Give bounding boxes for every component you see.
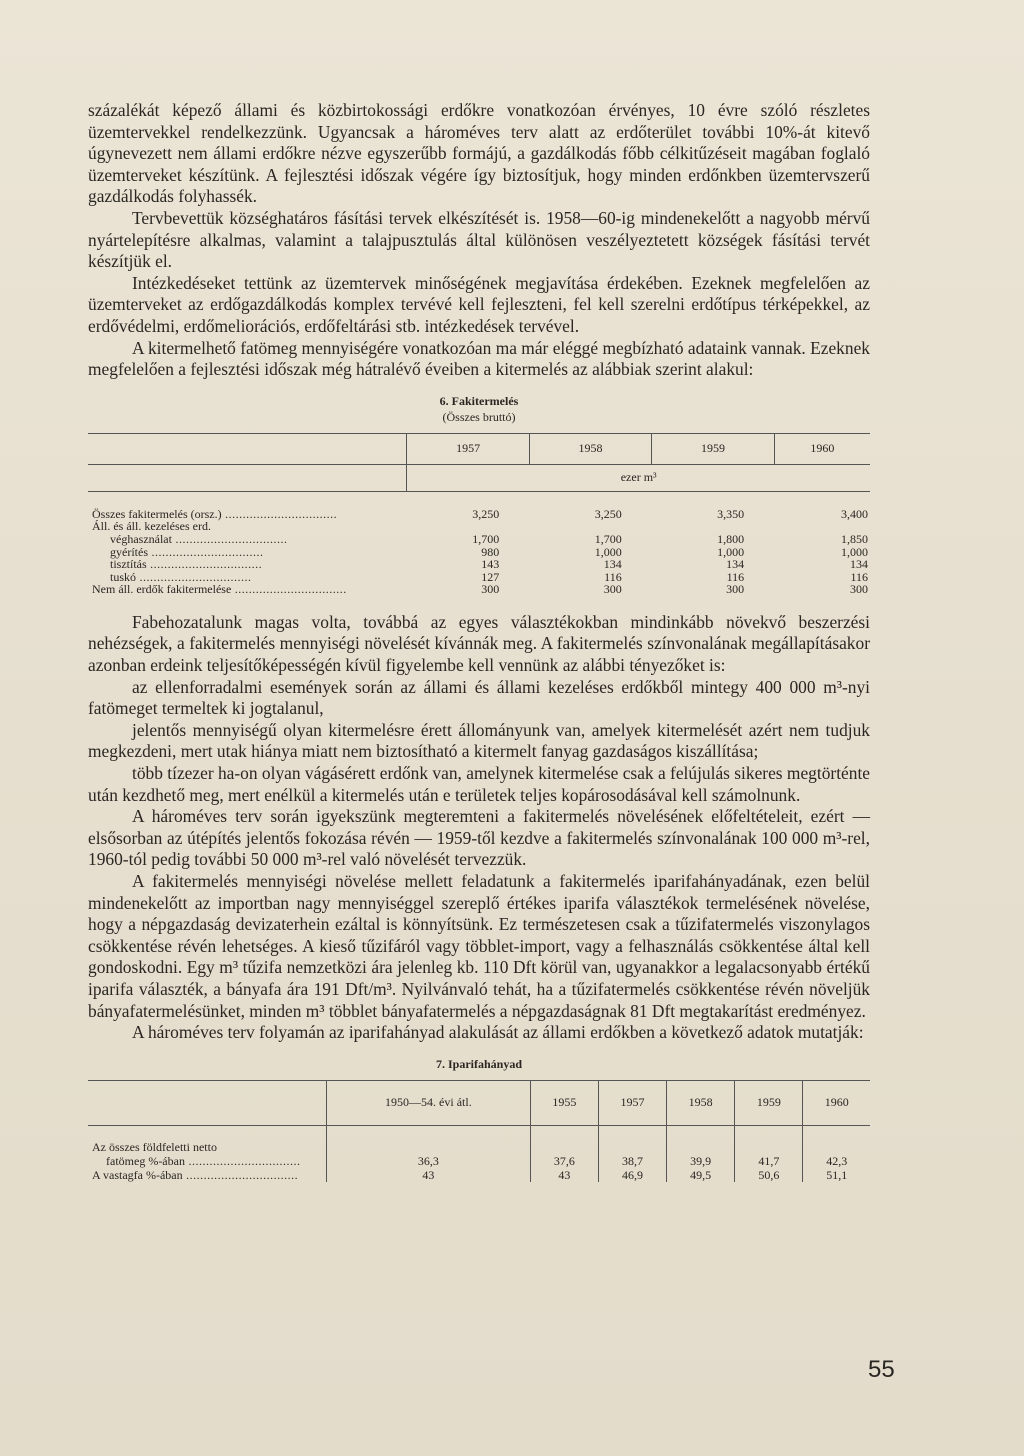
table-6-title: 6. Fakitermelés — [439, 393, 519, 408]
table-6-logging — [88, 433, 870, 598]
paragraph: A kitermelhető fatömeg mennyiségére vonatkozóan ma már eléggé megbízható adataink vannak. Ezeknek megfelelően a fejlesztési időszak még hátralévő éveiben a kitermelés az alábbiak szerint alakul: — [88, 337, 870, 380]
row-label: tisztítás ..... — [110, 557, 262, 571]
table-cell: 300 — [603, 582, 622, 597]
row-label: véghasználat ..... — [110, 532, 287, 546]
table-cell: 1,700 — [472, 531, 500, 546]
table-cell: 1,000 — [841, 544, 868, 559]
table-cell: 300 — [481, 582, 500, 597]
table-6-unit: ezer m³ — [407, 464, 870, 491]
table-cell: 980 — [481, 544, 500, 559]
table-cell: 3,400 — [841, 506, 868, 521]
table-cell: 1,700 — [594, 531, 622, 546]
table-6-year-header: 1959 — [652, 433, 774, 464]
paragraph: Intézkedéseket tettünk az üzemtervek minőségének megjavítása érdekében. Ezeknek megfelelően az üzemterveket az erdőgazdálkodás komplex tervévé kell fejleszteni, fel kell szerelni erdőtípus térképekkel, az erdővédelmi, erdőmeliorációs, erdőfeltárási stb. intézkedések tervével. — [88, 272, 870, 336]
table-6-header-row — [88, 433, 870, 464]
paragraph: Fabehozatalunk magas volta, továbbá az egyes választékokban mindinkább növekvő beszerzési nehézségek, a fakitermelés mennyiségi növelését kívánnák meg. A fakitermelés színvonalának megállapításakor azonban erdeink teljesítőképességén kívül figyelembe kell vennünk az alábbi tényezőket is: — [88, 611, 870, 676]
table-row — [88, 1154, 870, 1168]
table-cell: 49,5 — [667, 1168, 735, 1182]
table-cell: 46,9 — [598, 1168, 666, 1182]
row-label: gyérítés ..... — [110, 545, 264, 559]
table-cell: 1,800 — [717, 531, 745, 546]
table-cell: 300 — [850, 582, 868, 597]
table-6-subtitle: (Összes bruttó) — [442, 409, 516, 424]
table-cell: 3,250 — [472, 506, 500, 521]
page-number: 55 — [868, 1356, 895, 1383]
table-cell: 127 — [481, 569, 500, 584]
row-label: fatömeg %-ában ..... — [106, 1154, 300, 1168]
table-cell: 42,3 — [803, 1154, 870, 1168]
paragraph: A fakitermelés mennyiségi növelése mellett feladatunk a fakitermelés iparifahányadának, ezen belül mindenekelőtt az importban nagy mennyiséggel szereplő értékes iparifa választékok termelésének növelése, hogy a népgazdaság devizaterhein ezáltal is könnyítsünk. Ez természetesen csak a tűzifatermelés viszonylagos csökkentése révén lehetséges. A kieső tűzifáról vagy többlet-import, vagy a felhasználás csökkentése által kell gondoskodni. Egy m³ tűzifa nemzetközi ára jelenleg kb. 110 Dft körül van, ugyanakkor a legalacsonyabb értékű iparifa választék, a bányafa ára 191 Dft/m³. Nyilvánvaló tehát, ha a tűzifatermelés csökkentése révén növeljük bányafatermelésünket, minden m³ többlet bányafatermelés a népgazdaságnak 81 Dft megtakarítást eredményez. — [88, 871, 870, 1021]
row-label: A vastagfa %-ában ..... — [92, 1168, 298, 1182]
table-cell: 134 — [603, 557, 622, 572]
table-cell: 37,6 — [530, 1154, 598, 1168]
paragraph: A hároméves terv során igyekszünk megteremteni a fakitermelés növelésének előfeltételeit, ezért — elsősorban az útépítés jelentős fokozása révén — 1959-től kezdve a fakitermelés színvonalának 100 000 m³-rel, 1960-tól pedig további 50 000 m³-rel való növelését tervezzük. — [88, 806, 870, 870]
table-7-year-header: 1958 — [667, 1080, 735, 1125]
table-cell: 116 — [726, 569, 745, 584]
table-cell: 300 — [726, 582, 745, 597]
paragraph: A hároméves terv folyamán az iparifahányad alakulását az állami erdőkben a következő adatok mutatják: — [132, 1022, 864, 1043]
table-row — [88, 1168, 870, 1182]
table-cell: 36,3 — [327, 1154, 531, 1168]
table-7-year-header: 1960 — [803, 1080, 870, 1125]
table-cell: 143 — [481, 557, 500, 572]
table-cell: 50,6 — [735, 1168, 803, 1182]
table-7-header-blank — [88, 1080, 327, 1125]
table-7-year-header: 1957 — [598, 1080, 666, 1125]
paragraph-continued: százalékát képező állami és közbirtokossági erdőkre vonatkozóan érvényes, 10 évre szóló részletes üzemtervekkel rendelkezzünk. Ugyancsak a hároméves terv alatt az erdőterület további 10%-át kitevő úgynevezett nem állami erdőkre nézve egyszerűbb formájú, a gazdálkodás főbb célkitűzéseit magában foglaló üzemterveket készítünk. A fejlesztési időszak végére így biztosítjuk, hogy minden erdőnkben üzemtervszerű gazdálkodás folyhassék. — [88, 100, 870, 207]
table-row — [88, 1125, 870, 1154]
table-cell: 43 — [327, 1168, 531, 1182]
table-cell: 1,000 — [717, 544, 745, 559]
row-label: Összes fakitermelés (orsz.) ..... — [92, 507, 337, 521]
table-7-header-row — [88, 1080, 870, 1125]
table-6-unit-row — [88, 464, 870, 491]
table-cell: 41,7 — [735, 1154, 803, 1168]
table-6-year-header: 1958 — [529, 433, 651, 464]
table-cell: 1,000 — [594, 544, 622, 559]
table-7-year-header: 1950—54. évi átl. — [327, 1080, 531, 1125]
table-cell: 39,9 — [667, 1154, 735, 1168]
row-label: Az összes földfeletti netto — [92, 1139, 217, 1154]
paragraph: Tervbevettük községhatáros fásítási tervek elkészítését is. 1958—60-ig mindenekelőtt a nagyobb mérvű nyártelepítésre alkalmas, valamint a talajpusztulás által különösen veszélyeztetett községek fásítási tervét készítjük el. — [88, 207, 870, 272]
page-content — [88, 100, 870, 1182]
table-cell: 134 — [850, 557, 868, 572]
table-7-caption — [88, 1056, 870, 1072]
table-6-year-header: 1957 — [407, 433, 529, 464]
table-6-year-header: 1960 — [774, 433, 870, 464]
table-cell: 51,1 — [803, 1168, 870, 1182]
table-cell: 38,7 — [598, 1154, 666, 1168]
table-6-header-blank — [88, 433, 407, 464]
list-item: több tízezer ha-on olyan vágásérett erdőnk van, amelynek kitermelése csak a felújulás sikeres megtörténte után kezdhető meg, mert enélkül a kitermelés után e területek teljes kopárosodásával kell számolnunk. — [88, 763, 870, 805]
row-label: Áll. és áll. kezeléses erd. — [92, 519, 211, 534]
table-cell: 1,850 — [841, 531, 868, 546]
table-cell: 43 — [530, 1168, 598, 1182]
table-7-title: 7. Iparifahányad — [435, 1056, 523, 1071]
table-7-industrial-wood-ratio — [88, 1080, 870, 1182]
table-cell: 3,350 — [717, 506, 745, 521]
table-6-caption — [88, 393, 870, 425]
list-item: jelentős mennyiségű olyan kitermelésre érett állományunk van, amelyek kitermelését azért nem tudjuk megkezdeni, mert utak hiánya miatt nem biztosítható a kitermelt fanyag gazdaságos kiszállítása; — [88, 719, 870, 762]
table-7-year-header: 1955 — [530, 1080, 598, 1125]
table-row — [88, 583, 870, 598]
table-cell: 134 — [726, 557, 745, 572]
list-item: az ellenforradalmi események során az állami és állami kezeléses erdőkből mintegy 400 000 m³-nyi fatömeget termeltek ki jogtalanul, — [88, 676, 870, 719]
table-7-year-header: 1959 — [735, 1080, 803, 1125]
table-cell: 116 — [850, 569, 868, 584]
row-label: tuskó ..... — [110, 570, 252, 584]
row-label: Nem áll. erdők fakitermelése ..... — [92, 582, 347, 596]
table-cell: 3,250 — [594, 506, 622, 521]
table-cell: 116 — [604, 569, 622, 584]
